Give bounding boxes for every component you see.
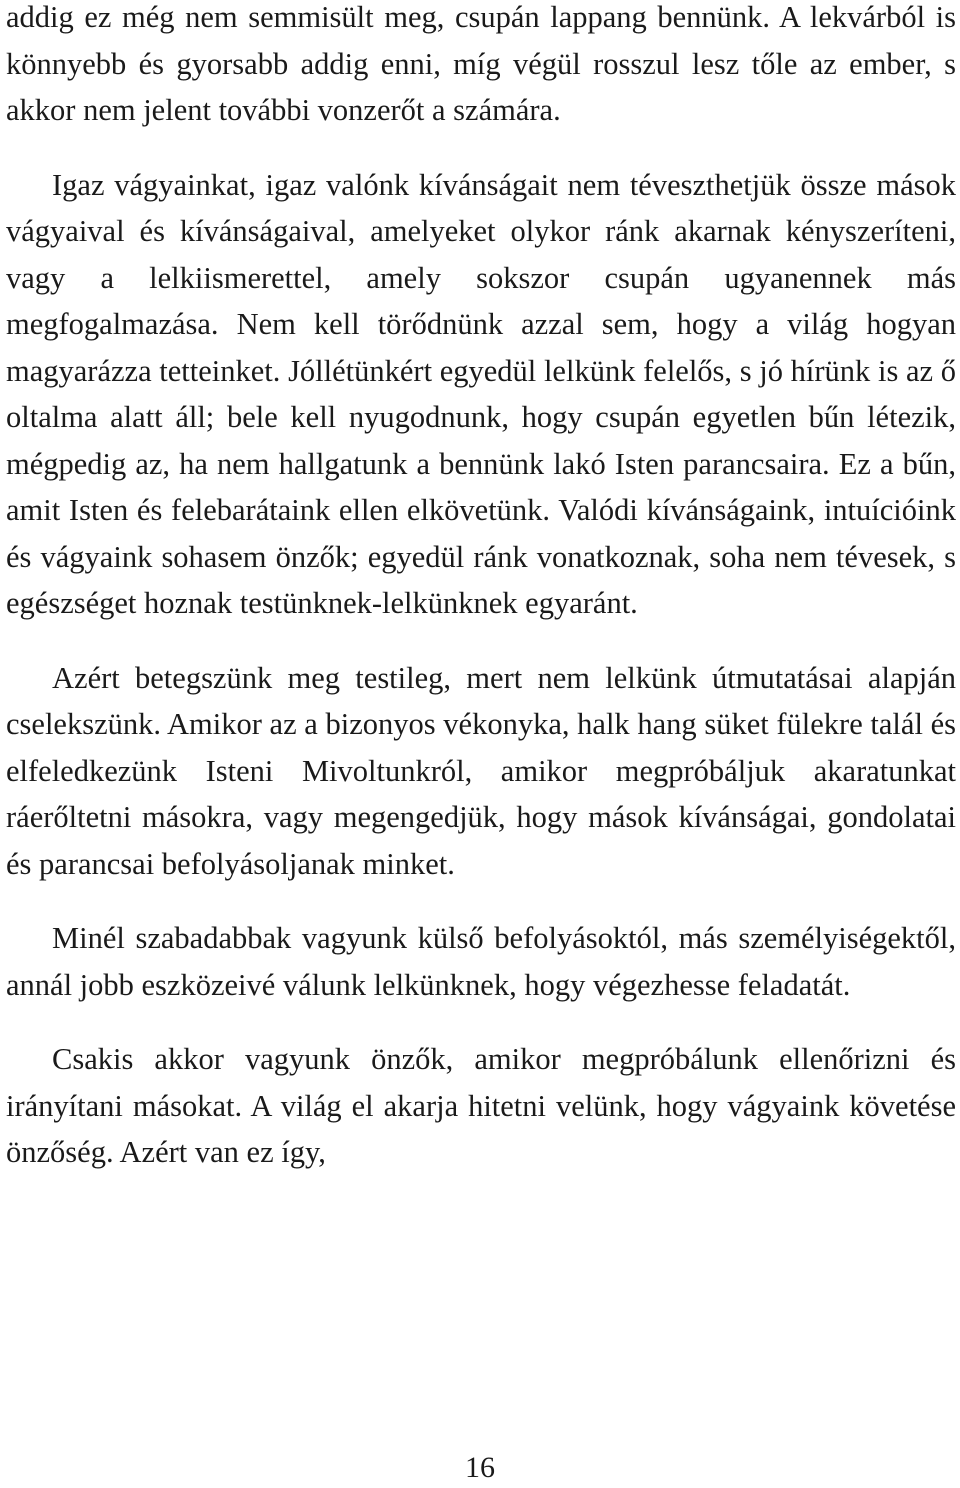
- paragraph-1: addig ez még nem semmisült meg, csupán lappang bennünk. A lekvárból is könnyebb és gyorsabb addig enni, míg végül rosszul lesz tőle az ember, s akkor nem jelent további vonzerőt a számára.: [6, 0, 956, 127]
- paragraph-3: Azért betegszünk meg testileg, mert nem lelkünk útmutatásai alapján cselekszünk. Amikor az a bizonyos vékonyka, halk hang süket fülekre talál és elfeledkezünk Isteni Mivoltunkról, amikor megpróbáljuk akaratunkat ráerőltetni másokra, vagy megengedjük, hogy mások kívánságai, gondolatai és parancsai befolyásoljanak minket.: [6, 660, 956, 881]
- page-number: 16: [465, 1451, 495, 1484]
- paragraph-4: Minél szabadabbak vagyunk külső befolyásoktól, más személyiségektől, annál jobb eszközeivé válunk lelkünknek, hogy végezhesse feladatát.: [6, 921, 956, 1002]
- paragraph-2: Igaz vágyainkat, igaz valónk kívánságait nem téveszthetjük össze mások vágyaival és kívánságaival, amelyeket olykor ránk akarnak kényszeríteni, vagy a lelkiismerettel, amely sokszor csupán ugyanennek más megfogalmazása. Nem kell törődnünk azzal sem, hogy a világ hogyan magyarázza tetteinket. Jóllétünkért egyedül lelkünk felelős, s jó hírünk is az ő oltalma alatt áll; bele kell nyugodnunk, hogy csupán egyetlen bűn létezik, mégpedig az, ha nem hallgatunk a bennünk lakó Isten parancsaira. Ez a bűn, amit Isten és felebarátaink ellen elkövetünk. Valódi kívánságaink, intuícióink és vágyaink sohasem önzők; egyedül ránk vonatkoznak, soha nem tévesek, s egészséget hoznak testünknek-lelkünknek egyaránt.: [6, 167, 956, 620]
- paragraph-5: Csakis akkor vagyunk önzők, amikor megpróbálunk ellenőrizni és irányítani másokat. A világ el akarja hitetni velünk, hogy vágyaink követése önzőség. Azért van ez így,: [6, 1042, 956, 1169]
- page-body: [6, 0, 956, 1176]
